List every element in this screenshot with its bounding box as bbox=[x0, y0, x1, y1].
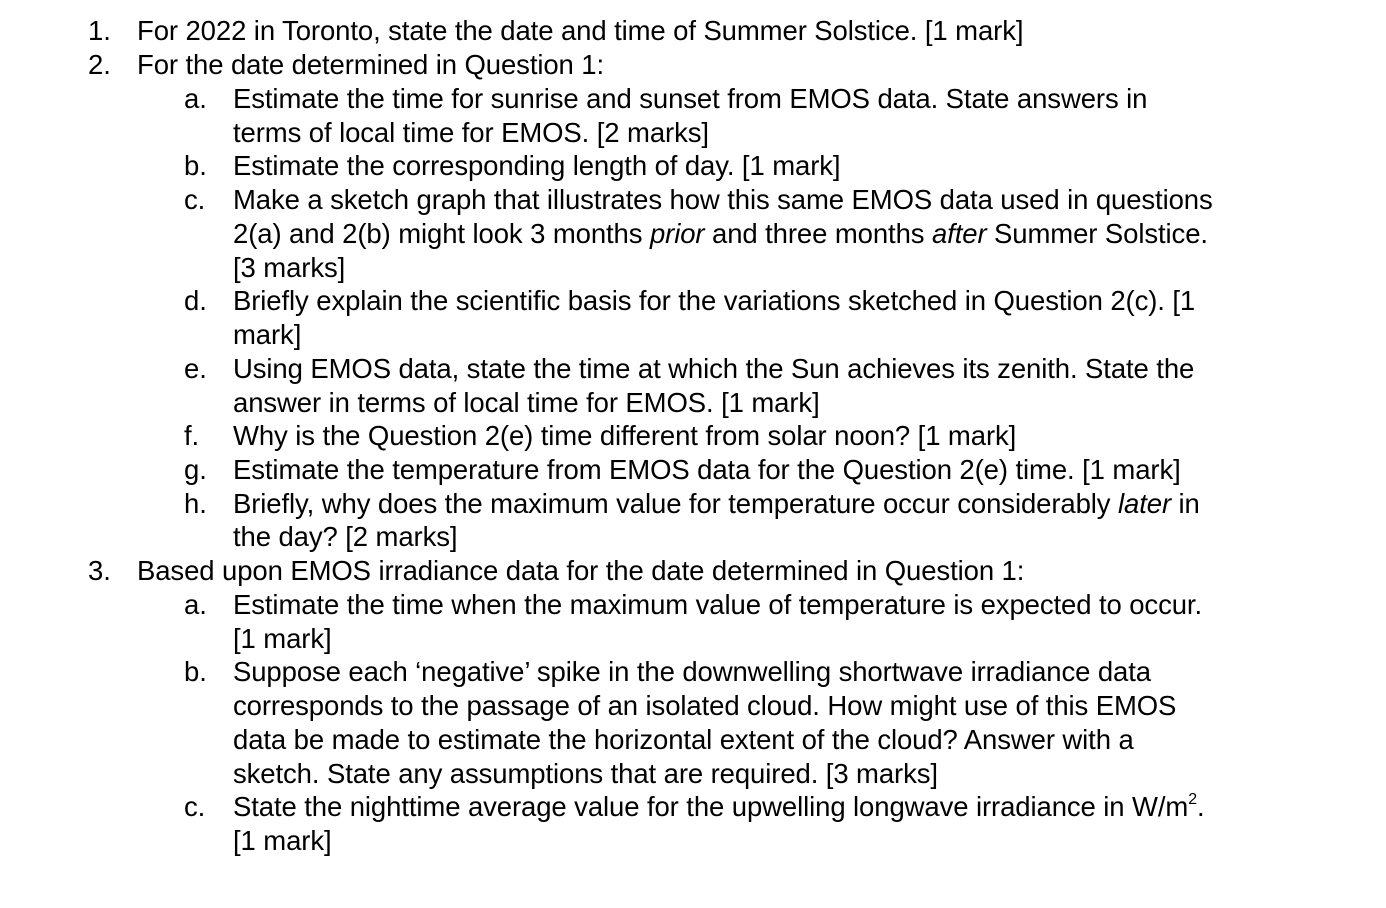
question-3b-letter: b. bbox=[184, 656, 207, 687]
question-2c-line-2-part-a: 2(a) and 2(b) might look 3 months bbox=[233, 218, 650, 249]
question-3c-line-2: [1 mark] bbox=[233, 825, 332, 856]
question-2a-line-1: Estimate the time for sunrise and sunset from EMOS data. State answers in bbox=[233, 83, 1148, 114]
question-2-number: 2. bbox=[88, 49, 111, 80]
question-2a-line-2: terms of local time for EMOS. [2 marks] bbox=[233, 117, 709, 148]
question-1-number: 1. bbox=[88, 15, 111, 46]
question-2f-letter: f. bbox=[184, 420, 200, 451]
question-3b-line-4: sketch. State any assumptions that are required. [3 marks] bbox=[233, 758, 938, 789]
question-3c-line-1-part-b: . bbox=[1197, 791, 1205, 822]
question-2-text: For the date determined in Question 1: bbox=[137, 49, 605, 80]
question-2e-letter: e. bbox=[184, 353, 207, 384]
question-2g-line-1: Estimate the temperature from EMOS data for the Question 2(e) time. [1 mark] bbox=[233, 454, 1181, 485]
question-2h-letter: h. bbox=[184, 488, 207, 519]
question-2c-line-2 bbox=[233, 217, 1208, 251]
question-2c-emphasis-after: after bbox=[931, 218, 987, 249]
question-3b-line-3: data be made to estimate the horizontal extent of the cloud? Answer with a bbox=[233, 724, 1134, 755]
question-2d-line-1: Briefly explain the scientific basis for the variations sketched in Question 2(c). [1 bbox=[233, 285, 1196, 316]
question-3b-line-2: corresponds to the passage of an isolated cloud. How might use of this EMOS bbox=[233, 690, 1177, 721]
question-2a-letter: a. bbox=[184, 83, 207, 114]
question-2e-line-2: answer in terms of local time for EMOS. [1 mark] bbox=[233, 387, 820, 418]
question-3c-superscript: 2 bbox=[1188, 791, 1198, 808]
question-2h-line-1-part-c: in bbox=[1171, 488, 1200, 519]
question-2c-emphasis-prior: prior bbox=[649, 218, 705, 249]
question-2h-line-2: the day? [2 marks] bbox=[233, 521, 458, 552]
question-2h-emphasis-later: later bbox=[1118, 488, 1171, 519]
question-2b-letter: b. bbox=[184, 150, 207, 181]
question-2c-line-1: Make a sketch graph that illustrates how this same EMOS data used in questions bbox=[233, 184, 1213, 215]
question-2d-line-2: mark] bbox=[233, 319, 302, 350]
question-3a-letter: a. bbox=[184, 589, 207, 620]
question-2c-letter: c. bbox=[184, 184, 206, 215]
question-1-text: For 2022 in Toronto, state the date and time of Summer Solstice. [1 mark] bbox=[137, 15, 1024, 46]
question-3c-letter: c. bbox=[184, 791, 206, 822]
question-2c-line-2-part-e: Summer Solstice. bbox=[986, 218, 1208, 249]
question-2b-line-1: Estimate the corresponding length of day. [1 mark] bbox=[233, 150, 841, 181]
question-3c-line-1-part-a: State the nighttime average value for the upwelling longwave irradiance in W/m bbox=[233, 791, 1189, 822]
question-2c-line-3: [3 marks] bbox=[233, 252, 346, 283]
question-2g-letter: g. bbox=[184, 454, 207, 485]
question-3a-line-2: [1 mark] bbox=[233, 623, 332, 654]
question-2c-line-2-part-c: and three months bbox=[704, 218, 932, 249]
question-3a-line-1: Estimate the time when the maximum value of temperature is expected to occur. bbox=[233, 589, 1203, 620]
question-2d-letter: d. bbox=[184, 285, 207, 316]
question-2e-line-1: Using EMOS data, state the time at which the Sun achieves its zenith. State the bbox=[233, 353, 1195, 384]
question-2h-line-1 bbox=[233, 487, 1200, 521]
question-2f-line-1: Why is the Question 2(e) time different from solar noon? [1 mark] bbox=[233, 420, 1017, 451]
question-2h-line-1-part-a: Briefly, why does the maximum value for temperature occur considerably bbox=[233, 488, 1118, 519]
question-3c-line-1 bbox=[233, 790, 1205, 824]
question-3b-line-1: Suppose each ‘negative’ spike in the downwelling shortwave irradiance data bbox=[233, 656, 1151, 687]
question-3-text: Based upon EMOS irradiance data for the date determined in Question 1: bbox=[137, 555, 1025, 586]
question-3-number: 3. bbox=[88, 555, 111, 586]
